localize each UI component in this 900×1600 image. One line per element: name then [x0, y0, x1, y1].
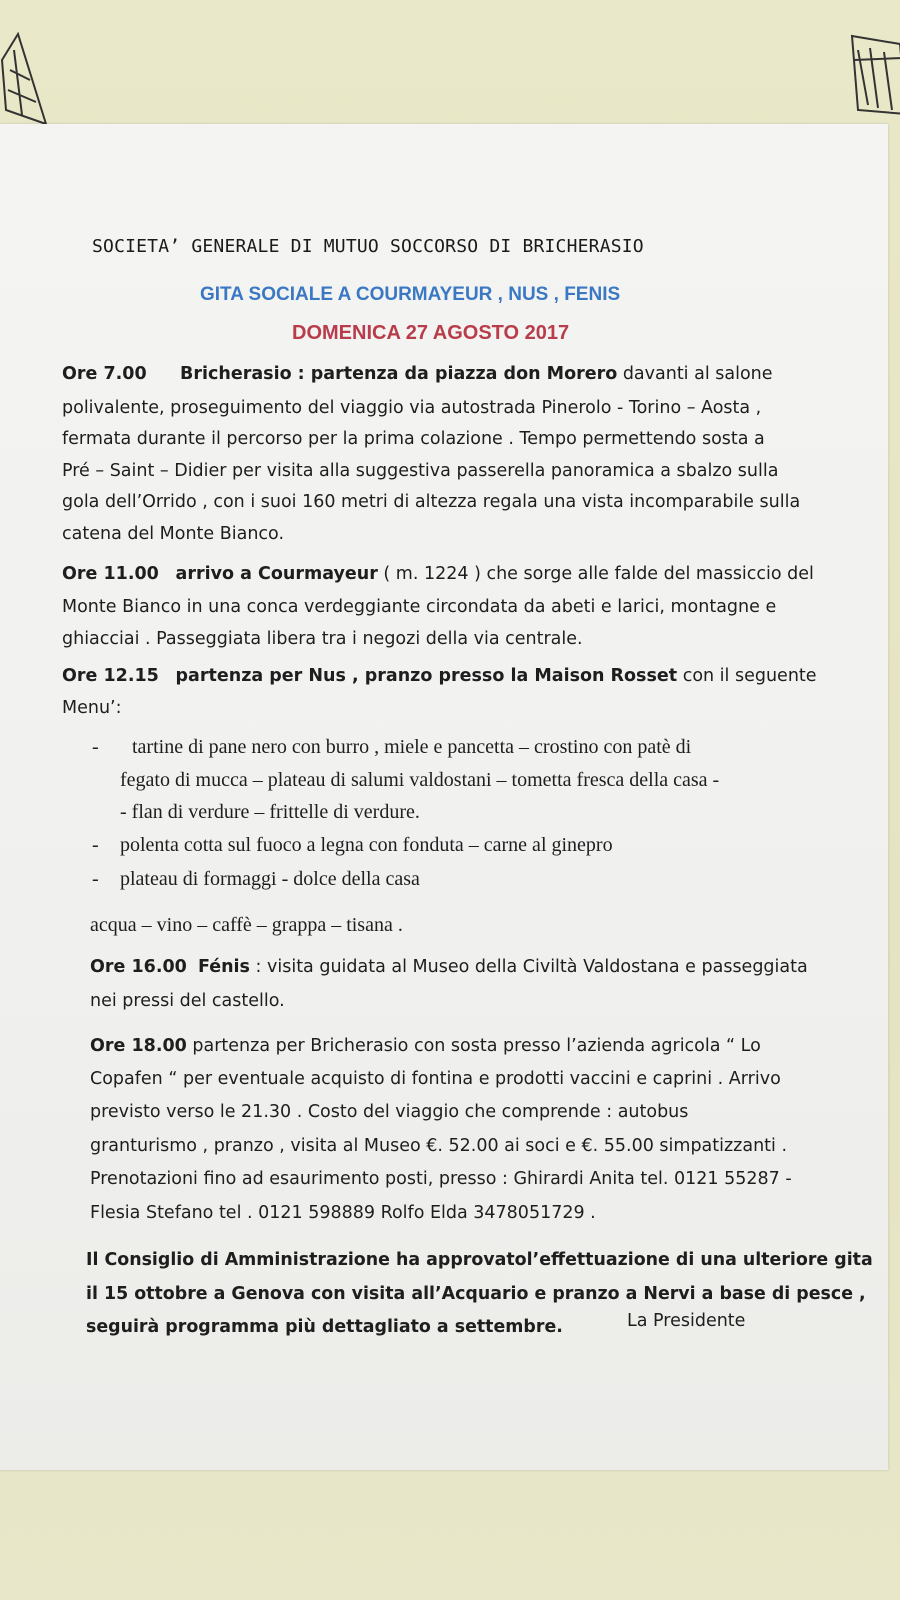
text: con il seguente [677, 666, 817, 686]
time-label: Ore 16.00 [90, 957, 187, 977]
menu-item-3: plateau di formaggi - dolce della casa [120, 868, 420, 890]
itinerary-0700-line5: gola dell’Orrido , con i suoi 160 metri di altezza regala una vista incomparabile sulla [62, 492, 801, 512]
closing-line3 [86, 1317, 563, 1337]
text: ( m. 1224 ) che sorge alle falde del massiccio del [377, 564, 814, 584]
text: seguirà programma più dettagliato a settembre. [86, 1317, 563, 1337]
place-label: Fénis [197, 957, 250, 977]
time-label: Ore 18.00 [90, 1036, 187, 1056]
itinerary-1800-line2: Copafen “ per eventuale acquisto di fontina e prodotti vaccini e caprini . Arrivo [90, 1069, 781, 1089]
place-label: arrivo a Courmayeur [175, 564, 378, 584]
itinerary-1600-line2: nei pressi del castello. [90, 991, 285, 1011]
itinerary-1800-line4: granturismo , pranzo , visita al Museo €. 52.00 ai soci e €. 55.00 simpatizzanti . [90, 1136, 788, 1156]
trip-title: GITA SOCIALE A COURMAYEUR , NUS , FENIS [200, 284, 621, 305]
itinerary-1800 [90, 1036, 761, 1056]
doodle-left [0, 20, 60, 130]
itinerary-0700-line4: Pré – Saint – Didier per visita alla suggestiva passerella panoramica a sbalzo sulla [62, 461, 779, 481]
itinerary-0700 [62, 364, 773, 384]
text: il 15 ottobre a Genova con visita all’Acquario e pranzo a Nervi a base di pesce , [86, 1284, 866, 1304]
menu-item-1-cont: - flan di verdure – frittelle di verdure. [120, 801, 420, 823]
itinerary-0700-line3: fermata durante il percorso per la prima colazione . Tempo permettendo sosta a [62, 429, 765, 449]
place-label: partenza per Nus , pranzo presso la Maison Rosset [175, 666, 678, 686]
time-label: Ore 12.15 [62, 666, 159, 686]
itinerary-0700-line6: catena del Monte Bianco. [62, 524, 285, 544]
text: : visita guidata al Museo della Civiltà Valdostana e passeggiata [249, 957, 808, 977]
itinerary-1215-line2: Menu’: [62, 698, 122, 718]
doodle-right [848, 30, 900, 130]
text: partenza per Bricherasio con sosta presso l’azienda agricola “ Lo [186, 1036, 761, 1056]
menu-item-1-cont: fegato di mucca – plateau di salumi valdostani – tometta fresca della casa - [120, 769, 720, 791]
itinerary-1100-line3: ghiacciai . Passeggiata libera tra i negozi della via centrale. [62, 629, 583, 649]
signature: La Presidente [627, 1311, 746, 1331]
closing-line2 [86, 1284, 866, 1304]
itinerary-1800-line3: previsto verso le 21.30 . Costo del viaggio che comprende : autobus [90, 1102, 689, 1122]
itinerary-1215 [62, 666, 817, 686]
menu-item-2: polenta cotta sul fuoco a legna con fonduta – carne al ginepro [120, 834, 613, 856]
place-label: Bricherasio : partenza da piazza don Morero [180, 364, 618, 384]
notice-paper [0, 124, 888, 1470]
society-title: SOCIETA’ GENERALE DI MUTUO SOCCORSO DI BRICHERASIO [92, 236, 644, 257]
trip-date: DOMENICA 27 AGOSTO 2017 [292, 322, 570, 344]
menu-dash: - [92, 736, 99, 758]
time-label: Ore 11.00 [62, 564, 159, 584]
itinerary-1100 [62, 564, 814, 584]
menu-drinks: acqua – vino – caffè – grappa – tisana . [90, 914, 403, 936]
itinerary-0700-line2: polivalente, proseguimento del viaggio via autostrada Pinerolo - Torino – Aosta , [62, 398, 762, 418]
time-label: Ore 7.00 [62, 364, 147, 384]
text: davanti al salone [617, 364, 773, 384]
closing-line1 [86, 1250, 873, 1270]
itinerary-1600 [90, 957, 808, 977]
text: Il Consiglio di Amministrazione ha approvatol’effettuazione di una ulteriore gita [86, 1250, 873, 1270]
itinerary-1100-line2: Monte Bianco in una conca verdeggiante circondata da abeti e larici, montagne e [62, 597, 777, 617]
menu-dash: - [92, 834, 99, 856]
itinerary-1800-line5: Prenotazioni fino ad esaurimento posti, presso : Ghirardi Anita tel. 0121 55287 - [90, 1169, 792, 1189]
menu-dash: - [92, 868, 99, 890]
menu-item-1: tartine di pane nero con burro , miele e pancetta – crostino con patè di [132, 736, 692, 758]
itinerary-1800-line6: Flesia Stefano tel . 0121 598889 Rolfo Elda 3478051729 . [90, 1203, 596, 1223]
